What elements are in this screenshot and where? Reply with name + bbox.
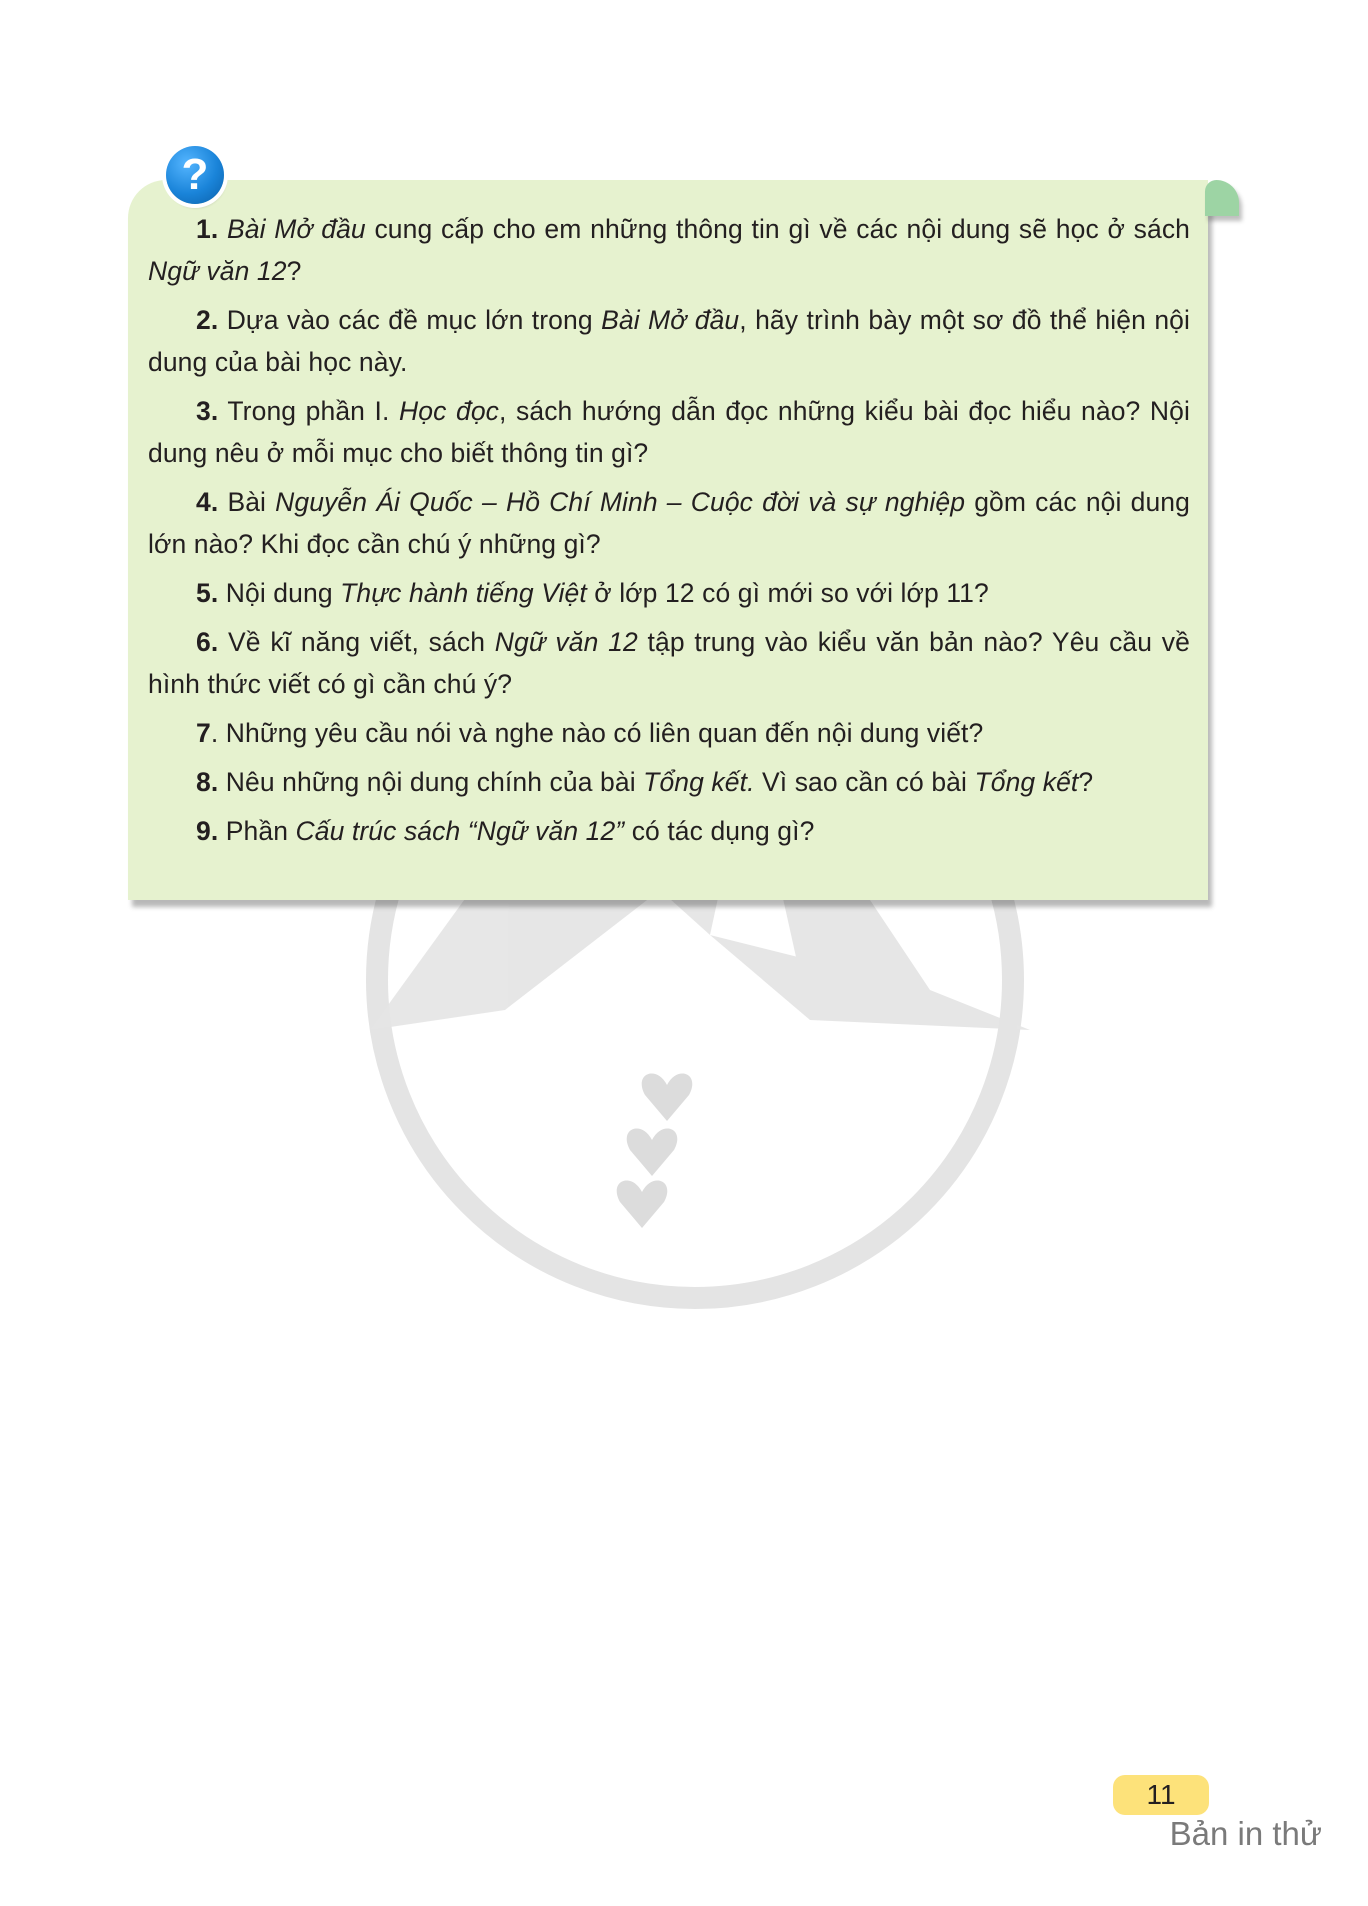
question-text: Phần xyxy=(218,816,296,846)
question-italic-text: Ngữ văn 12 xyxy=(494,627,638,657)
question-text: . Những yêu cầu nói và nghe nào có liên quan đến nội dung viết? xyxy=(210,718,984,748)
question-number: 1. xyxy=(196,214,219,244)
question-text: ở lớp 12 có gì mới so với lớp 11? xyxy=(586,578,989,608)
question-item xyxy=(148,208,1190,292)
question-number: 8. xyxy=(196,767,219,797)
question-icon: ? xyxy=(166,146,224,204)
question-number: 6. xyxy=(196,627,219,657)
question-number: 7 xyxy=(196,718,211,748)
question-text: ? xyxy=(1078,767,1094,797)
question-italic-text: Tổng kết xyxy=(974,767,1079,797)
question-text: Vì sao cần có bài xyxy=(754,767,975,797)
print-note: Bản in thử xyxy=(1169,1815,1322,1852)
question-item xyxy=(148,621,1190,705)
question-number: 3. xyxy=(196,396,219,426)
question-number: 4. xyxy=(196,487,219,517)
page-number: 11 xyxy=(1113,1775,1209,1815)
box-corner-tab xyxy=(1205,180,1239,216)
question-text: , hãy trình bày một sơ đồ thể hiện nội dung của bài học này. xyxy=(148,305,1190,377)
question-number: 2. xyxy=(196,305,219,335)
question-number: 9. xyxy=(196,816,219,846)
question-item xyxy=(148,481,1190,565)
question-text: có tác dụng gì? xyxy=(624,816,815,846)
question-text: ? xyxy=(286,256,302,286)
question-text: Bài xyxy=(218,487,276,517)
question-text: Nêu những nội dung chính của bài xyxy=(218,767,644,797)
question-item xyxy=(148,390,1190,474)
question-item xyxy=(148,761,1190,803)
question-italic-text: Ngữ văn 12 xyxy=(148,256,287,286)
question-italic-text: Học đọc xyxy=(399,396,500,426)
question-italic-text: Tổng kết. xyxy=(643,767,755,797)
question-text: Trong phần I. xyxy=(218,396,400,426)
question-italic-text: Bài Mở đầu xyxy=(227,214,366,244)
question-text: tập trung vào kiểu văn bản nào? Yêu cầu về hình thức viết có gì cần chú ý? xyxy=(148,627,1190,699)
question-text: Dựa vào các đề mục lớn trong xyxy=(218,305,602,335)
question-item xyxy=(148,810,1190,852)
question-text: , sách hướng dẫn đọc những kiểu bài đọc hiểu nào? Nội dung nêu ở mỗi mục cho biết thông tin gì? xyxy=(148,396,1190,468)
question-text: gồm các nội dung lớn nào? Khi đọc cần chú ý những gì? xyxy=(148,487,1190,559)
question-number: 5. xyxy=(196,578,219,608)
question-item xyxy=(148,299,1190,383)
question-item xyxy=(148,712,1190,754)
question-text: Về kĩ năng viết, sách xyxy=(218,627,495,657)
question-list xyxy=(148,208,1190,859)
question-italic-text: Nguyễn Ái Quốc – Hồ Chí Minh – Cuộc đời và sự nghiệp xyxy=(275,487,966,517)
question-italic-text: Bài Mở đầu xyxy=(601,305,740,335)
question-text: Nội dung xyxy=(218,578,341,608)
question-item xyxy=(148,572,1190,614)
question-italic-text: Thực hành tiếng Việt xyxy=(340,578,587,608)
question-text xyxy=(218,214,227,244)
question-italic-text: Cấu trúc sách “Ngữ văn 12” xyxy=(295,816,625,846)
question-text: cung cấp cho em những thông tin gì về các nội dung sẽ học ở sách xyxy=(365,214,1191,244)
